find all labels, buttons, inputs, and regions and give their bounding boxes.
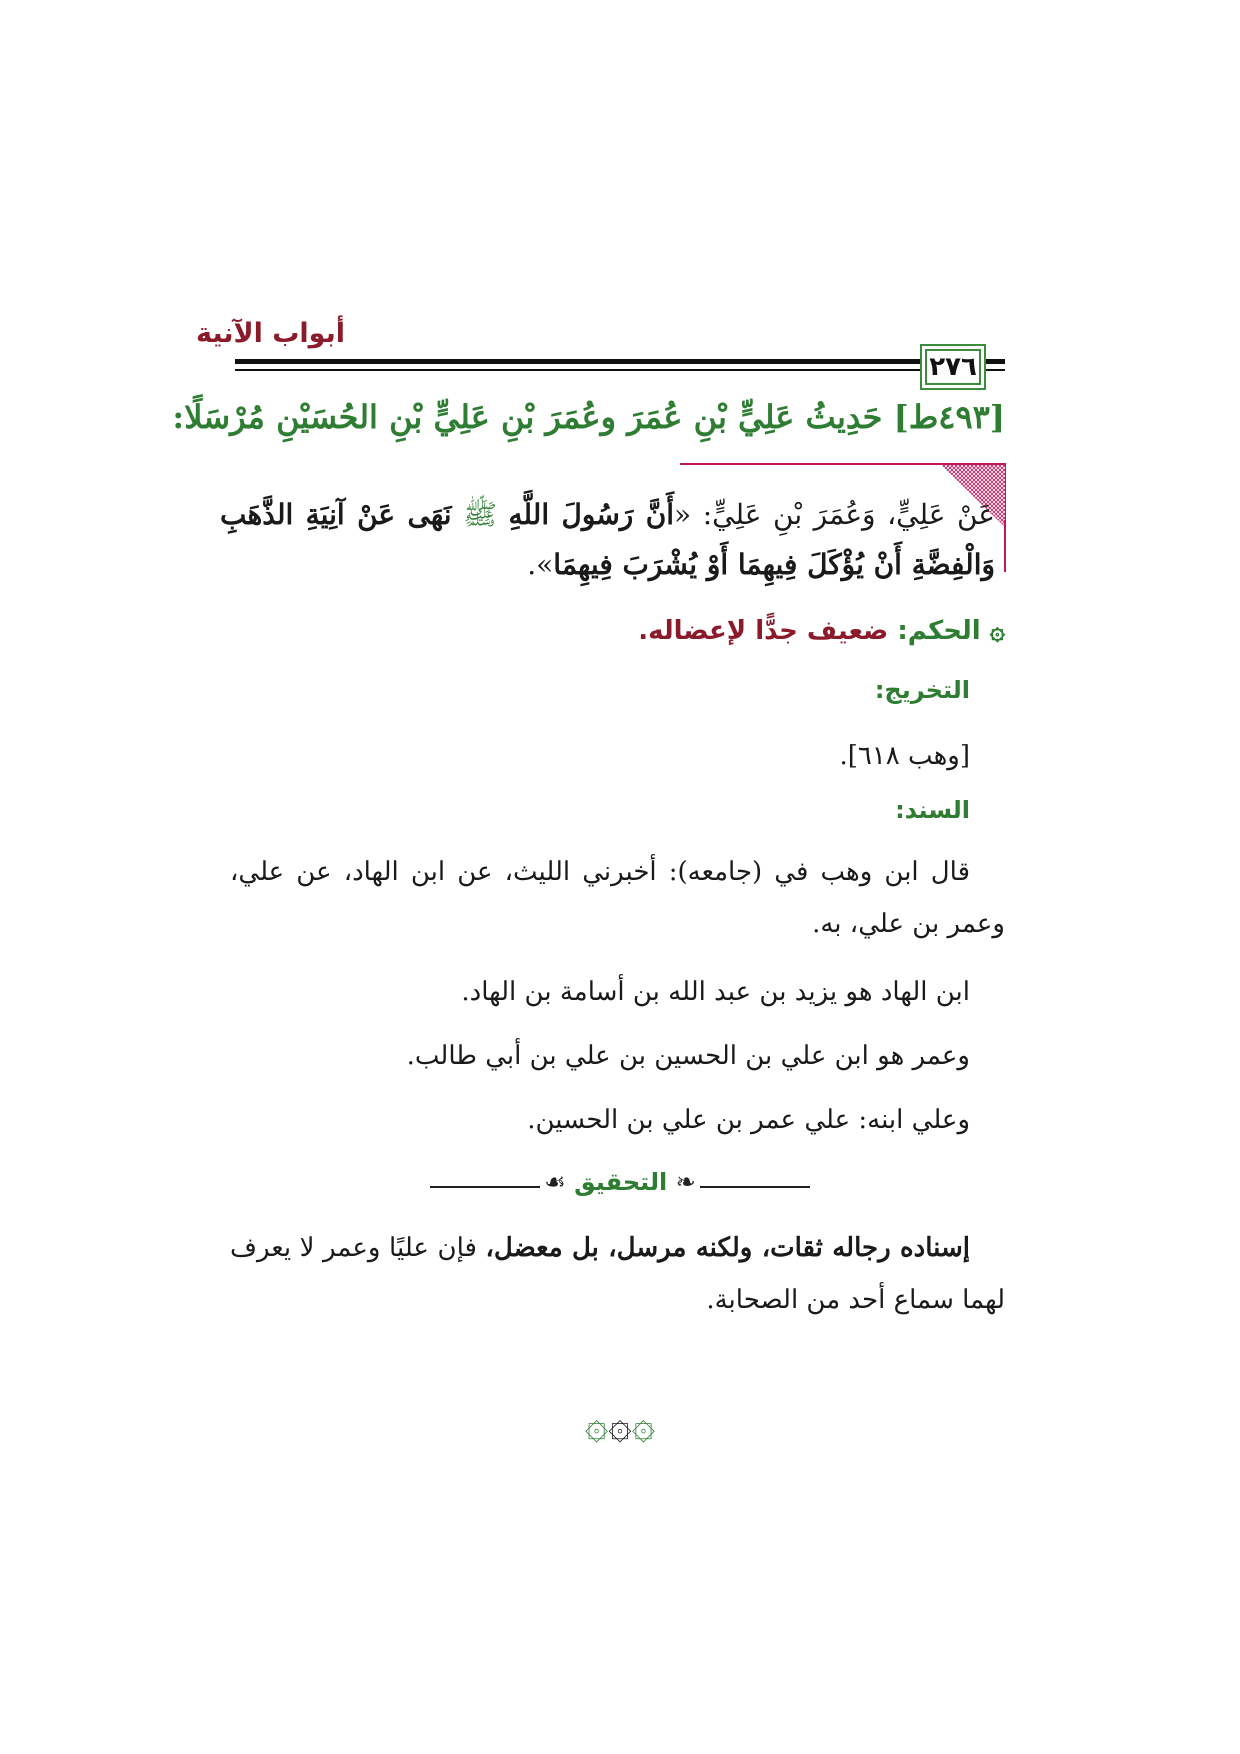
sanad-heading: السند: xyxy=(895,796,970,824)
header-rule-thick xyxy=(235,359,1005,364)
sanad-paragraph: قال ابن وهب في (جامعه): أخبرني الليث، عن ابن الهاد، عن علي، وعمر بن علي، به. xyxy=(230,857,1005,939)
flourish-icon: ☙ xyxy=(544,1168,566,1196)
sanad-paragraph: وعلي ابنه: علي عمر بن علي بن الحسين. xyxy=(527,1105,970,1135)
salutation-mark: ﷺ xyxy=(463,498,497,531)
hadith-text-bold-2: نَهَى عَنْ آنِيَةِ الذَّهَبِ وَالْفِضَّةِ أَنْ يُؤْكَلَ فِيهِمَا أَوْ يُشْرَبَ فِيهِمَا xyxy=(220,498,995,581)
title-underline xyxy=(680,463,940,465)
ruling-value: ضعيف جدًّا لإعضاله. xyxy=(638,616,889,646)
rosette-icon: ۞ xyxy=(631,1402,656,1448)
hadith-text xyxy=(220,490,995,590)
tahqiq-text-bold: إسناده رجاله ثقات، ولكنه مرسل، بل معضل، xyxy=(485,1233,970,1263)
hadith-text-bold-1: أَنَّ رَسُولَ اللَّهِ xyxy=(508,498,675,531)
header-rule-thin xyxy=(235,369,1005,371)
hadith-text-intro: عَنْ عَلِيٍّ، وَعُمَرَ بْنِ عَلِيٍّ: « xyxy=(674,498,996,531)
takhrij-heading: التخريج: xyxy=(874,676,970,704)
tahqiq-heading: التحقيق xyxy=(574,1168,668,1196)
ruling xyxy=(225,616,1005,646)
ruling-label: الحكم: xyxy=(897,616,981,646)
rosette-icon: ۞ xyxy=(989,616,1005,646)
page-number-badge xyxy=(920,344,986,390)
page-number: ٢٧٦ xyxy=(929,352,977,382)
running-title: أبواب الآنية xyxy=(195,318,345,349)
tahqiq-text xyxy=(230,1222,1005,1326)
tahqiq-divider xyxy=(430,1168,810,1204)
rosette-icon: ۞ xyxy=(608,1402,632,1448)
rosette-icon: ۞ xyxy=(584,1402,609,1448)
hadith-title: [٤٩٣ط] حَدِيثُ عَلِيٍّ بْنِ عُمَرَ وعُمَرَ بْنِ عَلِيٍّ بْنِ الحُسَيْنِ مُرْسَلًا: xyxy=(172,398,1005,436)
sanad-paragraph: وعمر هو ابن علي بن الحسين بن علي بن أبي طالب. xyxy=(406,1041,970,1071)
sanad-paragraph: ابن الهاد هو يزيد بن عبد الله بن أسامة بن الهاد. xyxy=(461,977,970,1007)
hadith-text-end: ». xyxy=(527,548,554,581)
flourish-icon: ❧ xyxy=(675,1168,696,1196)
footer-ornaments xyxy=(540,1402,700,1448)
side-rule xyxy=(1004,520,1006,572)
takhrij-reference: [وهب ٦١٨]. xyxy=(839,741,970,771)
tahqiq-text-rest: فإن عليًا وعمر لا يعرف لهما سماع أحد من الصحابة. xyxy=(230,1233,1005,1315)
